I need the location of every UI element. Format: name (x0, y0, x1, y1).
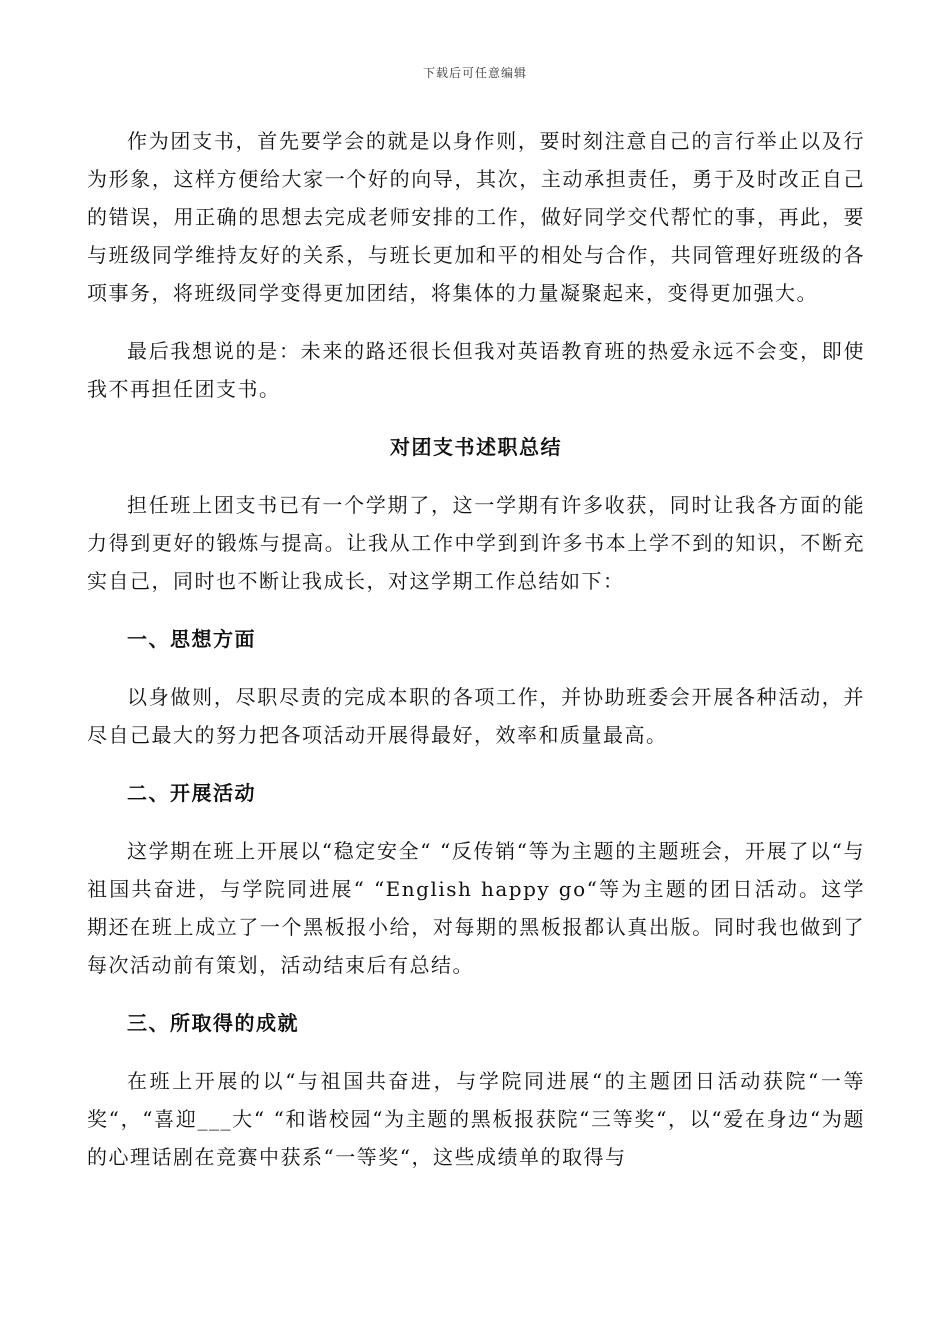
paragraph-intro: 担任班上团支书已有一个学期了，这一学期有许多收获，同时让我各方面的能力得到更好的锻炼与提高。让我从工作中学到到许多书本上学不到的知识，不断充实自己，同时也不断让我成长，对这学期工作总结如下： (87, 493, 865, 593)
paragraph-thought: 以身做则，尽职尽责的完成本职的各项工作，并协助班委会开展各种活动，并尽自己最大的努力把各项活动开展得最好，效率和质量最高。 (87, 685, 865, 747)
document-body (87, 122, 865, 1196)
section-heading-thought: 一、思想方面 (127, 627, 256, 651)
section-heading-achievements: 三、所取得的成就 (127, 1011, 299, 1035)
paragraph-closing: 最后我想说的是：未来的路还很长但我对英语教育班的热爱永远不会变，即使我不再担任团支书。 (87, 339, 865, 401)
document-title: 对团支书述职总结 (390, 435, 562, 459)
header-note: 下载后可任意编辑 (422, 66, 527, 80)
paragraph-achievements: 在班上开展的以“与祖国共奋进，与学院同进展“的主题团日活动获院“一等奖“，“喜迎___大“ “和谐校园“为主题的黑板报获院“三等奖“，以“爱在身边“为题的心理话剧在竞赛中获系“一等奖“，这些成绩单的取得与 (87, 1069, 865, 1169)
paragraph-activities: 这学期在班上开展以“稳定安全“ “反传销“等为主题的主题班会，开展了以“与祖国共奋进，与学院同进展“ “English happy go“等为主题的团日活动。这学期还在班上成立了一个黑板报小给，对每期的黑板报都认真出版。同时我也做到了每次活动前有策划，活动结束后有总结。 (87, 839, 865, 977)
paragraph-responsibility: 作为团支书，首先要学会的就是以身作则，要时刻注意自己的言行举止以及行为形象，这样方便给大家一个好的向导，其次，主动承担责任，勇于及时改正自己的错误，用正确的思想去完成老师安排的工作，做好同学交代帮忙的事，再此，要与班级同学维持友好的关系，与班长更加和平的相处与合作，共同管理好班级的各项事务，将班级同学变得更加团结，将集体的力量凝聚起来，变得更加强大。 (87, 129, 865, 305)
section-heading-activities: 二、开展活动 (127, 781, 256, 805)
